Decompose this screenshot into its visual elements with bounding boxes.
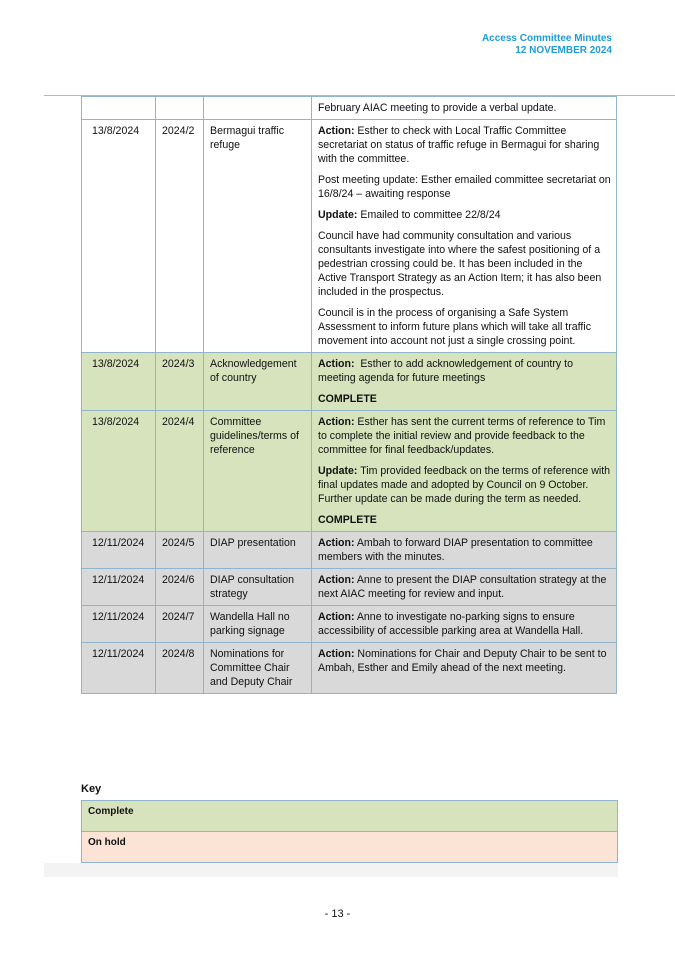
key-complete-label: Complete: [82, 801, 618, 832]
action-items-table: [81, 96, 617, 694]
action-paragraph: [318, 306, 612, 348]
item-cell: Committee guidelines/terms of reference: [204, 411, 312, 532]
action-cell: [312, 532, 617, 569]
action-text: Council is in the process of organising a Safe System Assessment to inform future plans which will take all traffic movement into account not just a single crossing point.: [318, 307, 594, 347]
action-paragraph: [318, 101, 612, 115]
action-cell: [312, 120, 617, 353]
date-cell: 12/11/2024: [82, 606, 156, 643]
item-number-cell: 2024/6: [156, 569, 204, 606]
action-text: Esther has sent the current terms of reference to Tim to complete the initial review and provide feedback to the committee for final feedback/updates.: [318, 416, 609, 456]
table-row: [82, 353, 617, 411]
key-row-on-hold: [82, 832, 618, 863]
item-cell: [204, 97, 312, 120]
action-paragraph: [318, 415, 612, 457]
action-text: Esther to check with Local Traffic Committee secretariat on status of traffic refuge in Bermagui for sharing with the committee.: [318, 125, 603, 165]
action-cell: [312, 643, 617, 694]
item-cell: DIAP presentation: [204, 532, 312, 569]
item-cell: Wandella Hall no parking signage: [204, 606, 312, 643]
action-paragraph: [318, 357, 612, 385]
action-cell: [312, 569, 617, 606]
action-text: February AIAC meeting to provide a verbal update.: [318, 102, 557, 114]
action-cell: [312, 353, 617, 411]
key-on-hold-label: On hold: [82, 832, 618, 863]
page-number: - 13 -: [324, 908, 351, 920]
item-number-cell: 2024/2: [156, 120, 204, 353]
action-paragraph: [318, 124, 612, 166]
item-number-cell: 2024/8: [156, 643, 204, 694]
date-cell: 12/11/2024: [82, 569, 156, 606]
action-paragraph: [318, 464, 612, 506]
action-text: Ambah to forward DIAP presentation to committee members with the minutes.: [318, 537, 596, 563]
document-header: [482, 33, 612, 57]
action-text: Anne to investigate no-parking signs to ensure accessibility of accessible parking area at Wandella Hall.: [318, 611, 584, 637]
item-number-cell: 2024/7: [156, 606, 204, 643]
item-number-cell: 2024/5: [156, 532, 204, 569]
item-number-cell: 2024/3: [156, 353, 204, 411]
table-row: [82, 606, 617, 643]
action-paragraph: [318, 610, 612, 638]
item-cell: Acknowledgement of country: [204, 353, 312, 411]
action-text: Emailed to committee 22/8/24: [357, 209, 501, 221]
action-paragraph: [318, 573, 612, 601]
header-title: Access Committee Minutes: [481, 33, 612, 44]
action-label: COMPLETE: [318, 514, 377, 526]
action-text: Anne to present the DIAP consultation strategy at the next AIAC meeting for review and input.: [318, 574, 610, 600]
action-text: Tim provided feedback on the terms of reference with final updates made and adopted by Council on 9 October. Further update can be made during the term as needed.: [318, 465, 614, 505]
action-paragraph: [318, 647, 612, 675]
action-paragraph: [318, 229, 612, 299]
table-row: [82, 120, 617, 353]
date-cell: 12/11/2024: [82, 643, 156, 694]
item-cell: DIAP consultation strategy: [204, 569, 312, 606]
item-number-cell: 2024/4: [156, 411, 204, 532]
action-paragraph: [318, 392, 612, 406]
action-label: Action:: [318, 648, 355, 660]
action-paragraph: [318, 173, 612, 201]
item-cell: Nominations for Committee Chair and Deputy Chair: [204, 643, 312, 694]
date-cell: 13/8/2024: [82, 411, 156, 532]
status-key-table: [81, 800, 618, 863]
footer-band: [44, 863, 618, 877]
action-label: Action:: [318, 611, 355, 623]
item-cell: Bermagui traffic refuge: [204, 120, 312, 353]
date-cell: [82, 97, 156, 120]
action-paragraph: [318, 208, 612, 222]
action-text: Council have had community consultation and various consultants investigate into where the safest positioning of a pedestrian crossing could be. It has been included in the Active Transport Strategy as an Action Item; it has also been included in the prospectus.: [318, 230, 605, 298]
action-label: Action:: [318, 537, 355, 549]
action-label: COMPLETE: [318, 393, 377, 405]
action-paragraph: [318, 513, 612, 527]
date-cell: 13/8/2024: [82, 120, 156, 353]
action-cell: [312, 97, 617, 120]
action-label: Action:: [318, 574, 355, 586]
date-cell: 12/11/2024: [82, 532, 156, 569]
date-cell: 13/8/2024: [82, 353, 156, 411]
key-heading: Key: [81, 783, 102, 795]
action-label: Action:: [318, 416, 355, 428]
action-text: Esther to add acknowledgement of country to meeting agenda for future meetings: [318, 358, 576, 384]
table-row: [82, 532, 617, 569]
table-row: [82, 643, 617, 694]
action-label: Update:: [318, 465, 358, 477]
action-label: Update:: [318, 209, 358, 221]
action-label: Action:: [318, 358, 355, 370]
action-text: Post meeting update: Esther emailed committee secretariat on 16/8/24 – awaiting response: [318, 174, 614, 200]
table-row: [82, 97, 617, 120]
action-label: Action:: [318, 125, 355, 137]
action-cell: [312, 411, 617, 532]
key-row-complete: [82, 801, 618, 832]
table-row: [82, 411, 617, 532]
item-number-cell: [156, 97, 204, 120]
table-row: [82, 569, 617, 606]
action-paragraph: [318, 536, 612, 564]
header-date: 12 NOVEMBER 2024: [515, 45, 612, 56]
action-items-body: [82, 97, 617, 694]
action-text: Nominations for Chair and Deputy Chair to be sent to Ambah, Esther and Emily ahead of the next meeting.: [318, 648, 609, 674]
action-cell: [312, 606, 617, 643]
